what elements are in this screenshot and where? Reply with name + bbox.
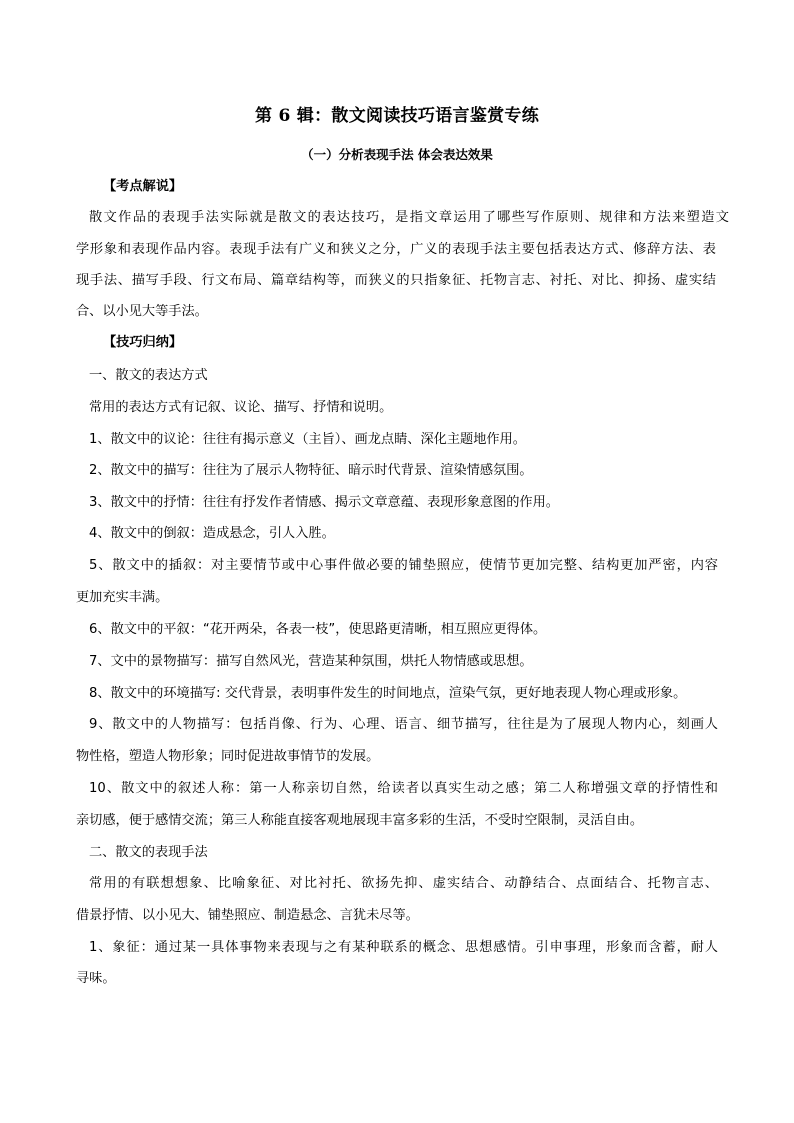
list-item-continued: 更加充实丰满。 — [76, 590, 169, 605]
list-item: 1、散文中的议论：往往有揭示意义（主旨）、画龙点睛、深化主题地作用。 — [89, 432, 526, 447]
list-item: 4、散文中的倒叙：造成悬念，引人入胜。 — [89, 526, 335, 541]
list-item-continued: 亲切感，便于感情交流；第三人称能直接客观地展现丰富多彩的生活，不受时空限制，灵活自由。 — [76, 813, 644, 828]
list-item: 6、散文中的平叙：“花开两朵，各表一枝”，使思路更清晰，相互照应更得体。 — [89, 622, 547, 637]
list-item: 7、文中的景物描写：描写自然风光，营造某种氛围，烘托人物情感或思想。 — [89, 654, 533, 669]
list-item-continued: 物性格，塑造人物形象；同时促进故事情节的发展。 — [76, 749, 380, 764]
list-item: 9、散文中的人物描写：包括肖像、行为、心理、语言、细节描写，往往是为了展现人物内心，刻画人 — [89, 717, 718, 732]
paragraph-line: 常用的表达方式有记叙、议论、描写、抒情和说明。 — [89, 400, 393, 415]
list-item: 2、散文中的描写：往往为了展示人物特征、暗示时代背景、渲染情感氛围。 — [89, 463, 533, 478]
section-heading: 一、散文的表达方式 — [89, 368, 208, 383]
page-title: 第 6 辑：散文阅读技巧语言鉴赏专练 — [254, 106, 540, 126]
list-item: 5、散文中的插叙：对主要情节或中心事件做必要的铺垫照应，使情节更加完整、结构更加严密，内容 — [89, 558, 718, 573]
paragraph-line: 学形象和表现作品内容。表现手法有广义和狭义之分，广义的表现手法主要包括表达方式、修辞方法、表 — [76, 242, 716, 257]
section-subtitle: （一）分析表现手法 体会表达效果 — [301, 147, 493, 162]
paragraph-line: 合、以小见大等手法。 — [76, 304, 208, 319]
list-item: 1、象征：通过某一具体事物来表现与之有某种联系的概念、思想感情。引申事理，形象而含蓄，耐人 — [89, 940, 718, 955]
heading-kaodian: 【考点解说】 — [103, 179, 183, 194]
paragraph-line: 现手法、描写手段、行文布局、篇章结构等，而狭义的只指象征、托物言志、衬托、对比、抑扬、虚实结 — [76, 273, 716, 288]
heading-jiqiao: 【技巧归纳】 — [103, 335, 183, 350]
paragraph-line: 散文作品的表现手法实际就是散文的表达技巧，是指文章运用了哪些写作原则、规律和方法来塑造文 — [89, 210, 729, 225]
list-item-continued: 寻味。 — [76, 971, 116, 986]
paragraph-line: 借景抒情、以小见大、铺垫照应、制造悬念、言犹未尽等。 — [76, 908, 419, 923]
list-item: 3、散文中的抒情：往往有抒发作者情感、揭示文章意蕴、表现形象意图的作用。 — [89, 495, 559, 510]
paragraph-line: 常用的有联想想象、比喻象征、对比衬托、欲扬先抑、虚实结合、动静结合、点面结合、托物言志、 — [89, 876, 718, 891]
list-item: 8、散文中的环境描写: 交代背景，表明事件发生的时间地点，渲染气氛，更好地表现人物心理或形象。 — [89, 686, 687, 701]
section-heading: 二、散文的表现手法 — [89, 845, 208, 860]
list-item: 10、散文中的叙述人称：第一人称亲切自然，给读者以真实生动之感；第二人称增强文章的抒情性和 — [89, 781, 718, 796]
